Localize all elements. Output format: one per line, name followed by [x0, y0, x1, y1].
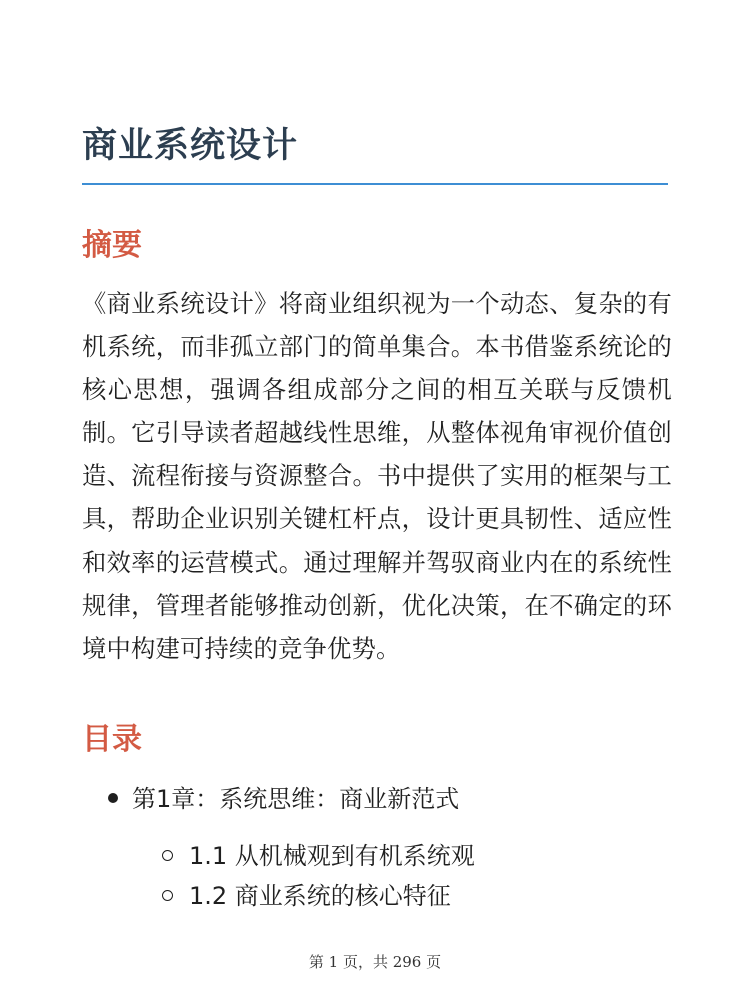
title-divider [82, 183, 668, 185]
toc-section-item[interactable] [162, 840, 475, 872]
document-title: 商业系统设计 [82, 126, 299, 166]
toc-section-label: 1.1 从机械观到有机系统观 [189, 842, 475, 870]
abstract-text: 《商业系统设计》将商业组织视为一个动态、复杂的有机系统，而非孤立部门的简单集合。本书借鉴系统论的核心思想，强调各组成部分之间的相互关联与反馈机制。它引导读者超越线性思维，从整体视角审视价值创造、流程衔接与资源整合。书中提供了实用的框架与工具，帮助企业识别关键杠杆点，设计更具韧性、适应性和效率的运营模式。通过理解并驾驭商业内在的系统性规律，管理者能够推动创新，优化决策，在不确定的环境中构建可持续的竞争优势。 [82, 289, 672, 663]
toc-section-label: 1.2 商业系统的核心特征 [189, 882, 451, 910]
bullet-dot-icon [108, 793, 118, 803]
page-footer: 第 1 页，共 296 页 [308, 953, 442, 971]
bullet-circle-icon [162, 850, 173, 861]
bullet-circle-icon [162, 890, 173, 901]
toc-chapter-item[interactable] [108, 783, 459, 815]
abstract-heading: 摘要 [82, 228, 142, 263]
toc-heading: 目录 [82, 722, 142, 757]
toc-chapter-label: 第1章：系统思维：商业新范式 [132, 785, 460, 813]
toc-section-item[interactable] [162, 880, 451, 912]
